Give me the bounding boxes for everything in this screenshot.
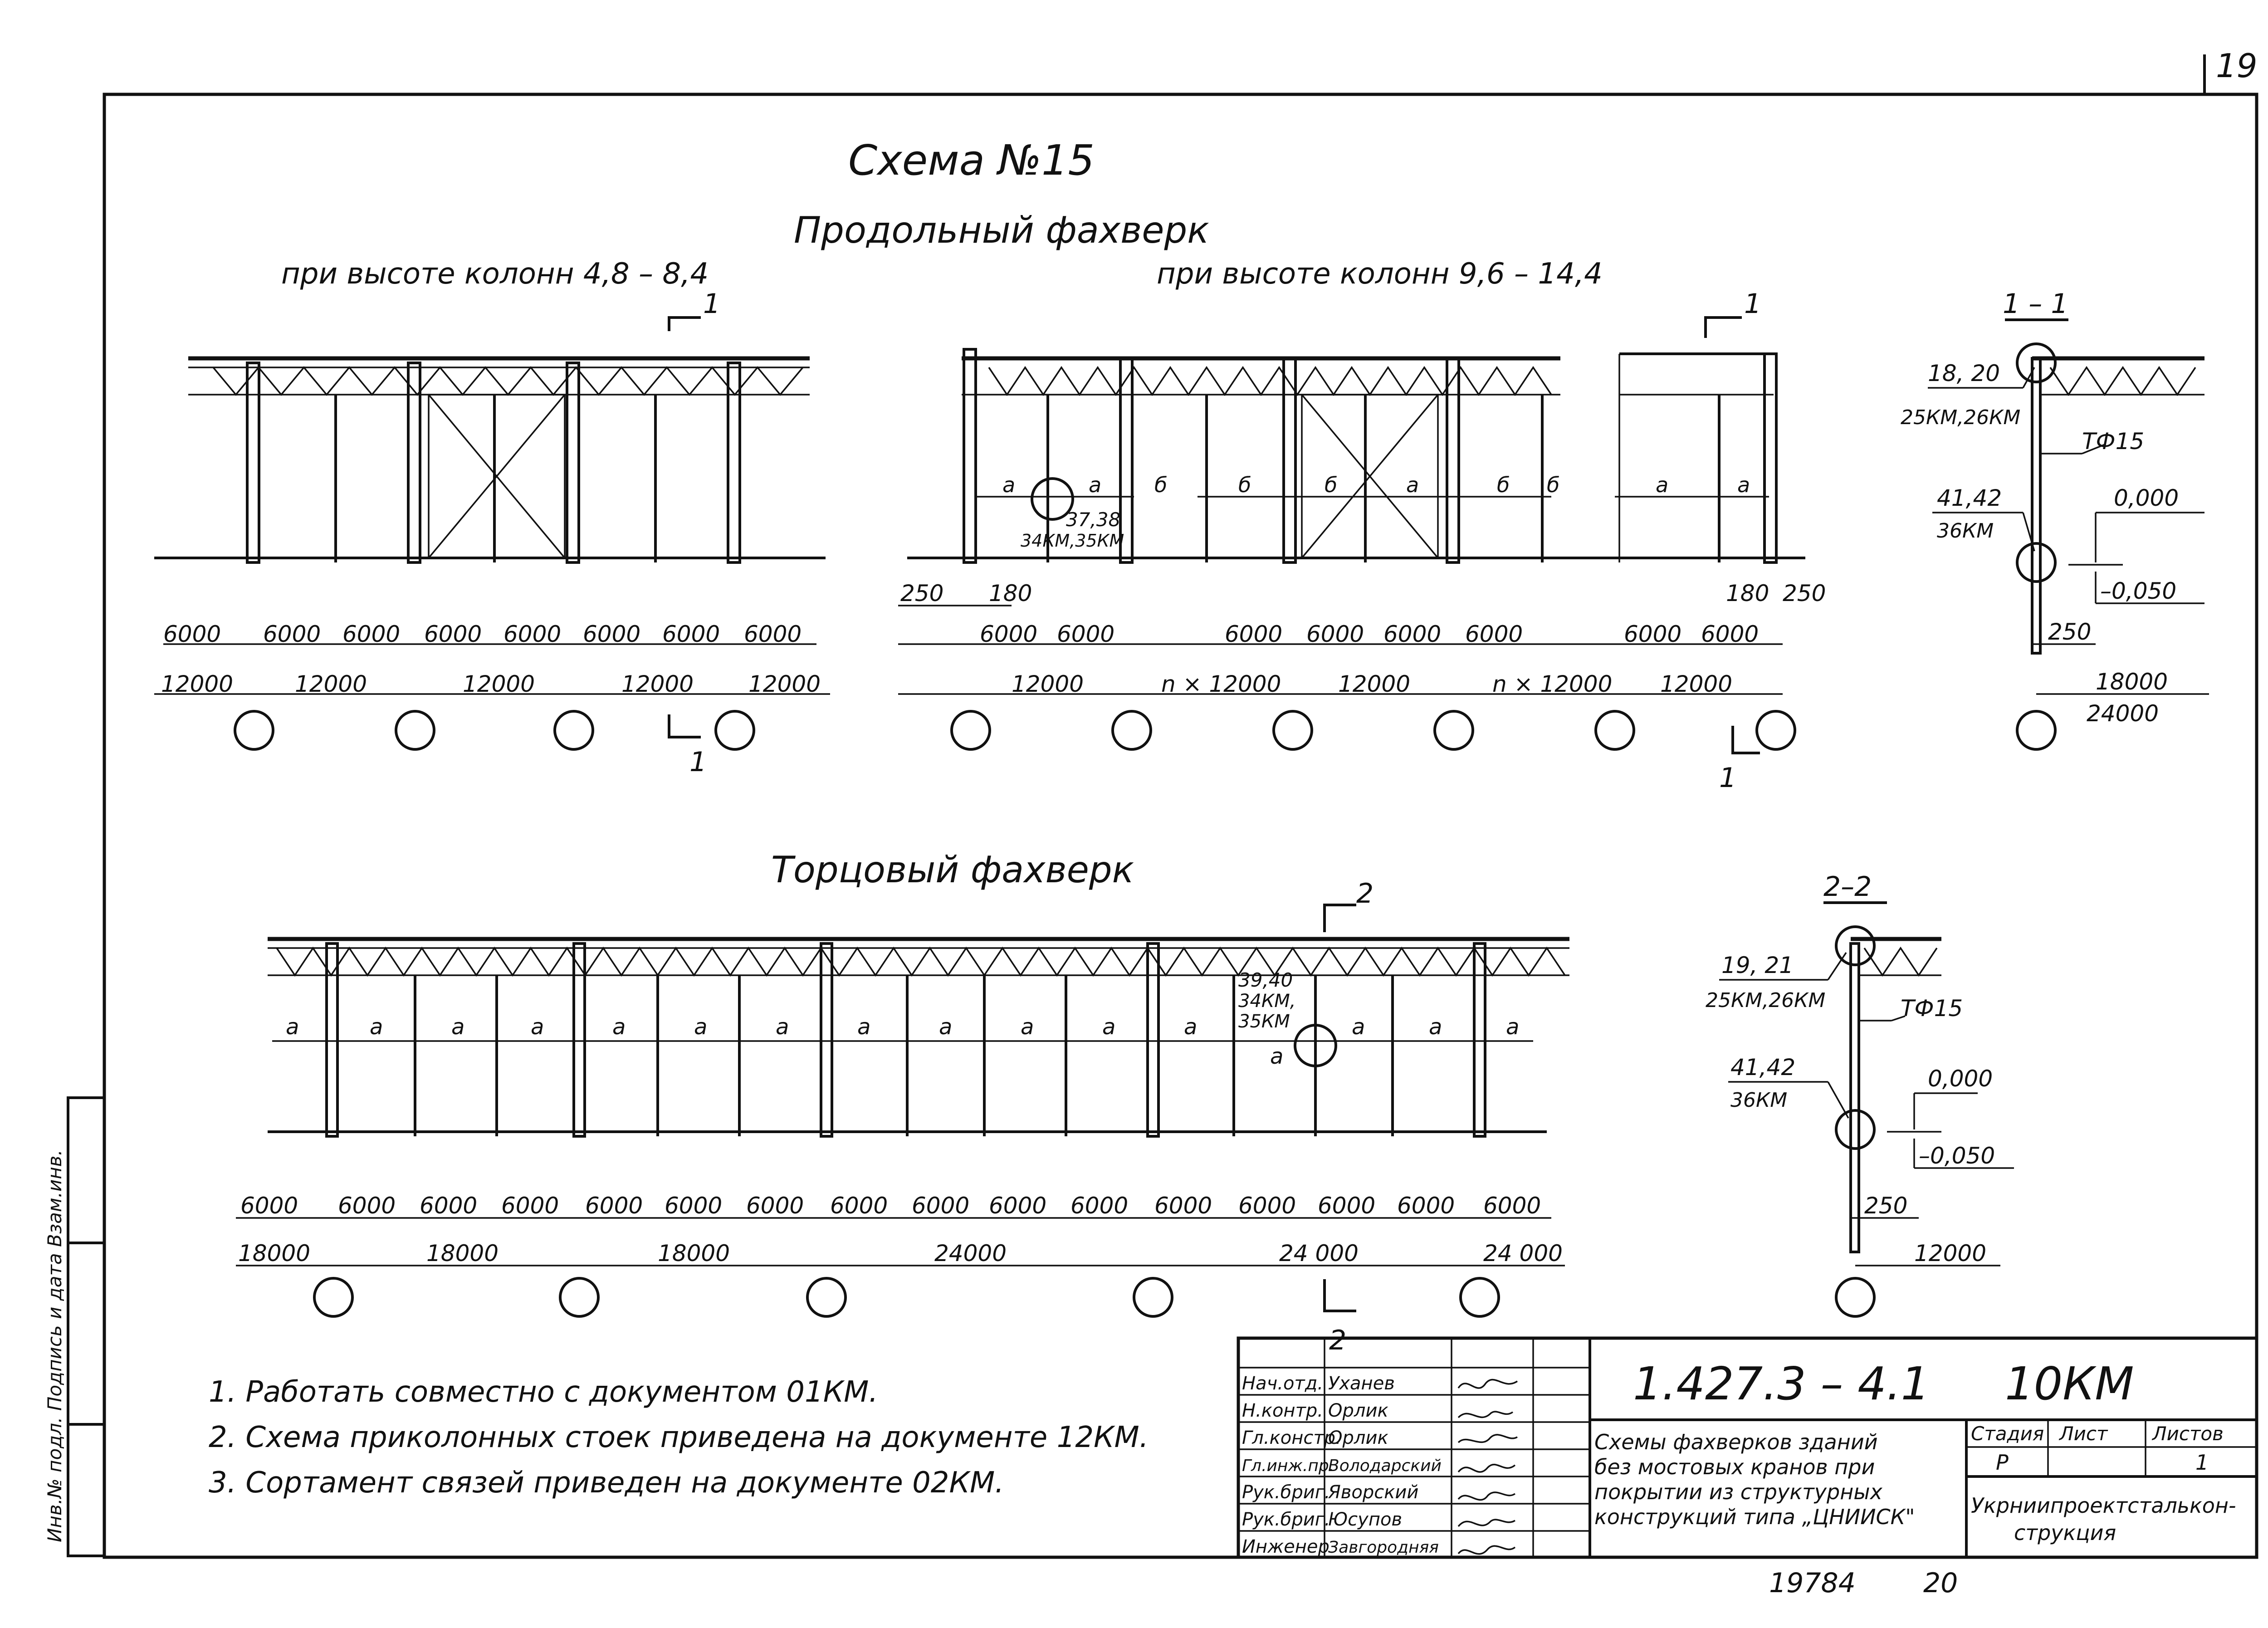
svg-text:Листов: Листов bbox=[2152, 1423, 2224, 1445]
svg-text:а: а bbox=[1429, 1014, 1442, 1040]
svg-text:12000: 12000 bbox=[1012, 671, 1084, 697]
svg-text:1: 1 bbox=[1744, 288, 1762, 320]
document-id: 10КМ bbox=[2005, 1357, 2134, 1410]
svg-text:6000: 6000 bbox=[1624, 621, 1682, 647]
longitudinal-title: Продольный фахверк bbox=[794, 209, 1209, 251]
svg-text:24 000: 24 000 bbox=[1279, 1240, 1359, 1266]
svg-text:Рук.бриг.: Рук.бриг. bbox=[1242, 1482, 1330, 1503]
signature bbox=[1458, 1465, 1515, 1472]
signature bbox=[1458, 1520, 1515, 1526]
svg-text:6000: 6000 bbox=[503, 621, 562, 647]
svg-text:Нач.отд.: Нач.отд. bbox=[1242, 1373, 1324, 1394]
svg-text:0,000: 0,000 bbox=[2114, 485, 2179, 511]
title-block-text bbox=[1594, 1357, 2236, 1599]
svg-text:35КМ: 35КМ bbox=[1238, 1011, 1290, 1032]
svg-text:б: б bbox=[1547, 473, 1560, 497]
svg-text:–0,050: –0,050 bbox=[2100, 578, 2177, 604]
svg-text:Гл.констр.: Гл.констр. bbox=[1242, 1428, 1341, 1448]
svg-text:250: 250 bbox=[900, 580, 944, 606]
svg-text:250: 250 bbox=[1783, 580, 1826, 606]
svg-text:6000: 6000 bbox=[1057, 621, 1115, 647]
svg-text:Р: Р bbox=[1996, 1450, 2009, 1475]
svg-text:6000: 6000 bbox=[420, 1193, 478, 1219]
svg-text:6000: 6000 bbox=[585, 1193, 643, 1219]
svg-text:6000: 6000 bbox=[583, 621, 641, 647]
svg-text:6000: 6000 bbox=[338, 1193, 396, 1219]
end-wall-dims-6000 bbox=[240, 1193, 1541, 1219]
svg-text:19, 21: 19, 21 bbox=[1721, 952, 1794, 978]
signature bbox=[1458, 1546, 1515, 1554]
svg-text:6000: 6000 bbox=[746, 1193, 804, 1219]
svg-text:а: а bbox=[1002, 473, 1016, 497]
svg-text:а: а bbox=[612, 1014, 626, 1040]
svg-text:а: а bbox=[1102, 1014, 1116, 1040]
archive-number: 19784 bbox=[1769, 1567, 1856, 1599]
svg-text:Володарский: Володарский bbox=[1328, 1457, 1442, 1475]
svg-text:n × 12000: n × 12000 bbox=[1161, 671, 1281, 697]
svg-text:Н.контр.: Н.контр. bbox=[1242, 1400, 1323, 1421]
svg-text:24000: 24000 bbox=[934, 1240, 1007, 1266]
svg-text:6000: 6000 bbox=[1318, 1193, 1376, 1219]
column bbox=[247, 363, 259, 562]
svg-text:б: б bbox=[1325, 473, 1338, 497]
end-wall-title: Торцовый фахверк bbox=[771, 849, 1134, 891]
svg-text:Юсупов: Юсупов bbox=[1328, 1509, 1403, 1530]
svg-text:2: 2 bbox=[1356, 878, 1374, 909]
svg-text:6000: 6000 bbox=[1383, 621, 1442, 647]
svg-text:6000: 6000 bbox=[1070, 1193, 1129, 1219]
title-block-roles bbox=[1242, 1373, 1442, 1557]
svg-text:180: 180 bbox=[1726, 580, 1769, 606]
signature bbox=[1458, 1379, 1517, 1388]
svg-text:12000: 12000 bbox=[1914, 1240, 1987, 1266]
svg-text:б: б bbox=[1497, 473, 1510, 497]
side-stamp-text: Инв.№ подл. Подпись и дата Взам.инв. bbox=[44, 1149, 66, 1542]
node-docs: 34КМ,35КМ bbox=[1021, 531, 1124, 551]
svg-text:а: а bbox=[451, 1014, 465, 1040]
svg-text:6000: 6000 bbox=[501, 1193, 559, 1219]
svg-text:Лист: Лист bbox=[2059, 1423, 2108, 1445]
svg-text:36КМ: 36КМ bbox=[1937, 519, 1994, 543]
svg-text:6000: 6000 bbox=[263, 621, 321, 647]
svg-text:12000: 12000 bbox=[1660, 671, 1733, 697]
svg-text:6000: 6000 bbox=[1483, 1193, 1541, 1219]
svg-text:1: 1 bbox=[1719, 762, 1737, 794]
svg-text:2–2: 2–2 bbox=[1823, 871, 1872, 903]
section-mark-1-top: 1 bbox=[703, 288, 721, 320]
scheme-title: Схема №15 bbox=[848, 136, 1095, 185]
svg-text:а: а bbox=[1089, 473, 1102, 497]
svg-text:1: 1 bbox=[2195, 1450, 2209, 1475]
svg-text:а: а bbox=[531, 1014, 544, 1040]
svg-text:6000: 6000 bbox=[240, 1193, 298, 1219]
svg-text:34КМ,: 34КМ, bbox=[1238, 991, 1296, 1012]
svg-text:25КМ,26КМ: 25КМ,26КМ bbox=[1706, 989, 1826, 1012]
svg-text:струкция: струкция bbox=[2014, 1520, 2116, 1545]
page-number: 19 bbox=[2216, 47, 2258, 85]
signature bbox=[1458, 1435, 1517, 1442]
signature bbox=[1458, 1492, 1515, 1500]
svg-text:18000: 18000 bbox=[2096, 669, 2168, 695]
svg-text:а: а bbox=[1270, 1044, 1284, 1069]
svg-text:Завгородняя: Завгородняя bbox=[1328, 1538, 1439, 1557]
section-mark-1-bottom: 1 bbox=[689, 746, 707, 778]
svg-text:6000: 6000 bbox=[342, 621, 401, 647]
note-1: 1. Работать совместно с документом 01КМ. bbox=[209, 1375, 878, 1409]
note-2: 2. Схема приколонных стоек приведена на документе 12КМ. bbox=[209, 1421, 1149, 1454]
svg-text:41,42: 41,42 bbox=[1937, 485, 2002, 511]
svg-text:2: 2 bbox=[1329, 1325, 1347, 1356]
svg-text:6000: 6000 bbox=[1154, 1193, 1212, 1219]
svg-text:а: а bbox=[370, 1014, 383, 1040]
svg-text:41,42: 41,42 bbox=[1730, 1054, 1796, 1080]
svg-text:36КМ: 36КМ bbox=[1730, 1089, 1788, 1112]
side-stamp bbox=[44, 1098, 104, 1556]
svg-text:6000: 6000 bbox=[665, 1193, 723, 1219]
svg-text:n × 12000: n × 12000 bbox=[1492, 671, 1613, 697]
svg-text:6000: 6000 bbox=[1465, 621, 1523, 647]
svg-text:а: а bbox=[857, 1014, 871, 1040]
svg-text:18000: 18000 bbox=[426, 1240, 499, 1266]
right-subtitle: при высоте колонн 9,6 – 14,4 bbox=[1157, 257, 1603, 291]
svg-text:Гл.инж.пр.: Гл.инж.пр. bbox=[1242, 1457, 1334, 1475]
document-code: 1.427.3 – 4.1 bbox=[1633, 1357, 1930, 1410]
svg-text:24 000: 24 000 bbox=[1483, 1240, 1563, 1266]
svg-text:0,000: 0,000 bbox=[1928, 1066, 1993, 1092]
svg-text:Орлик: Орлик bbox=[1328, 1400, 1388, 1421]
svg-text:6000: 6000 bbox=[1225, 621, 1283, 647]
svg-text:конструкций типа „ЦНИИСК": конструкций типа „ЦНИИСК" bbox=[1594, 1505, 1915, 1529]
svg-text:6000: 6000 bbox=[163, 621, 221, 647]
svg-text:6000: 6000 bbox=[424, 621, 482, 647]
svg-text:а: а bbox=[1656, 473, 1669, 497]
svg-text:Схемы фахверков зданий: Схемы фахверков зданий bbox=[1594, 1430, 1878, 1454]
signature bbox=[1458, 1412, 1513, 1418]
svg-text:а: а bbox=[776, 1014, 789, 1040]
svg-text:18000: 18000 bbox=[658, 1240, 730, 1266]
node-ref: 37,38 bbox=[1066, 508, 1121, 531]
svg-text:6000: 6000 bbox=[1397, 1193, 1455, 1219]
svg-text:Яворский: Яворский bbox=[1328, 1482, 1419, 1503]
copy-number: 20 bbox=[1923, 1567, 1958, 1599]
svg-text:12000: 12000 bbox=[621, 671, 694, 697]
svg-text:180: 180 bbox=[989, 580, 1032, 606]
svg-text:б: б bbox=[1154, 473, 1168, 497]
svg-text:а: а bbox=[1352, 1014, 1365, 1040]
longitudinal-right-labels bbox=[900, 288, 1826, 794]
svg-text:Инженер: Инженер bbox=[1242, 1536, 1330, 1557]
svg-text:а: а bbox=[1506, 1014, 1520, 1040]
svg-text:6000: 6000 bbox=[662, 621, 720, 647]
svg-text:Стадия: Стадия bbox=[1971, 1423, 2044, 1445]
svg-text:а: а bbox=[939, 1014, 953, 1040]
svg-text:250: 250 bbox=[1864, 1193, 1908, 1219]
svg-text:6000: 6000 bbox=[830, 1193, 888, 1219]
svg-text:24000: 24000 bbox=[2087, 700, 2159, 727]
svg-text:6000: 6000 bbox=[980, 621, 1038, 647]
svg-text:Орлик: Орлик bbox=[1328, 1428, 1388, 1448]
svg-text:12000: 12000 bbox=[463, 671, 535, 697]
notes bbox=[209, 1375, 1149, 1500]
svg-text:12000: 12000 bbox=[161, 671, 234, 697]
svg-text:ТФ15: ТФ15 bbox=[1901, 995, 1963, 1022]
note-3: 3. Сортамент связей приведен на документе 02КМ. bbox=[209, 1466, 1004, 1500]
svg-text:Укрниипроектсталькон-: Укрниипроектсталькон- bbox=[1971, 1493, 2236, 1518]
column bbox=[567, 363, 579, 562]
svg-text:1 – 1: 1 – 1 bbox=[2003, 288, 2068, 320]
svg-text:6000: 6000 bbox=[1306, 621, 1364, 647]
svg-text:25КМ,26КМ: 25КМ,26КМ bbox=[1901, 406, 2021, 429]
svg-text:ТФ15: ТФ15 bbox=[2082, 428, 2145, 455]
svg-text:250: 250 bbox=[2048, 619, 2092, 645]
svg-text:а: а bbox=[1737, 473, 1750, 497]
svg-text:6000: 6000 bbox=[912, 1193, 970, 1219]
svg-text:б: б bbox=[1238, 473, 1251, 497]
svg-text:а: а bbox=[1021, 1014, 1034, 1040]
svg-text:18, 20: 18, 20 bbox=[1928, 360, 2000, 386]
left-subtitle: при высоте колонн 4,8 – 8,4 bbox=[281, 257, 709, 291]
svg-text:а: а bbox=[1406, 473, 1419, 497]
svg-text:39,40: 39,40 bbox=[1238, 969, 1293, 991]
svg-text:12000: 12000 bbox=[295, 671, 367, 697]
svg-text:покрытии из структурных: покрытии из структурных bbox=[1594, 1480, 1882, 1504]
svg-text:Уханев: Уханев bbox=[1328, 1373, 1395, 1394]
svg-text:а: а bbox=[694, 1014, 708, 1040]
svg-text:6000: 6000 bbox=[989, 1193, 1047, 1219]
svg-text:–0,050: –0,050 bbox=[1919, 1143, 1995, 1169]
svg-text:а: а bbox=[286, 1014, 299, 1040]
svg-text:6000: 6000 bbox=[1238, 1193, 1296, 1219]
svg-text:18000: 18000 bbox=[238, 1240, 311, 1266]
svg-text:без мостовых кранов при: без мостовых кранов при bbox=[1594, 1455, 1875, 1479]
svg-text:Рук.бриг.: Рук.бриг. bbox=[1242, 1509, 1330, 1530]
svg-text:6000: 6000 bbox=[744, 621, 802, 647]
svg-text:6000: 6000 bbox=[1701, 621, 1759, 647]
end-wall-labels bbox=[286, 878, 1519, 1356]
end-wall-dims-span bbox=[238, 1240, 1563, 1266]
svg-text:12000: 12000 bbox=[748, 671, 821, 697]
svg-text:а: а bbox=[1184, 1014, 1198, 1040]
svg-text:12000: 12000 bbox=[1338, 671, 1411, 697]
